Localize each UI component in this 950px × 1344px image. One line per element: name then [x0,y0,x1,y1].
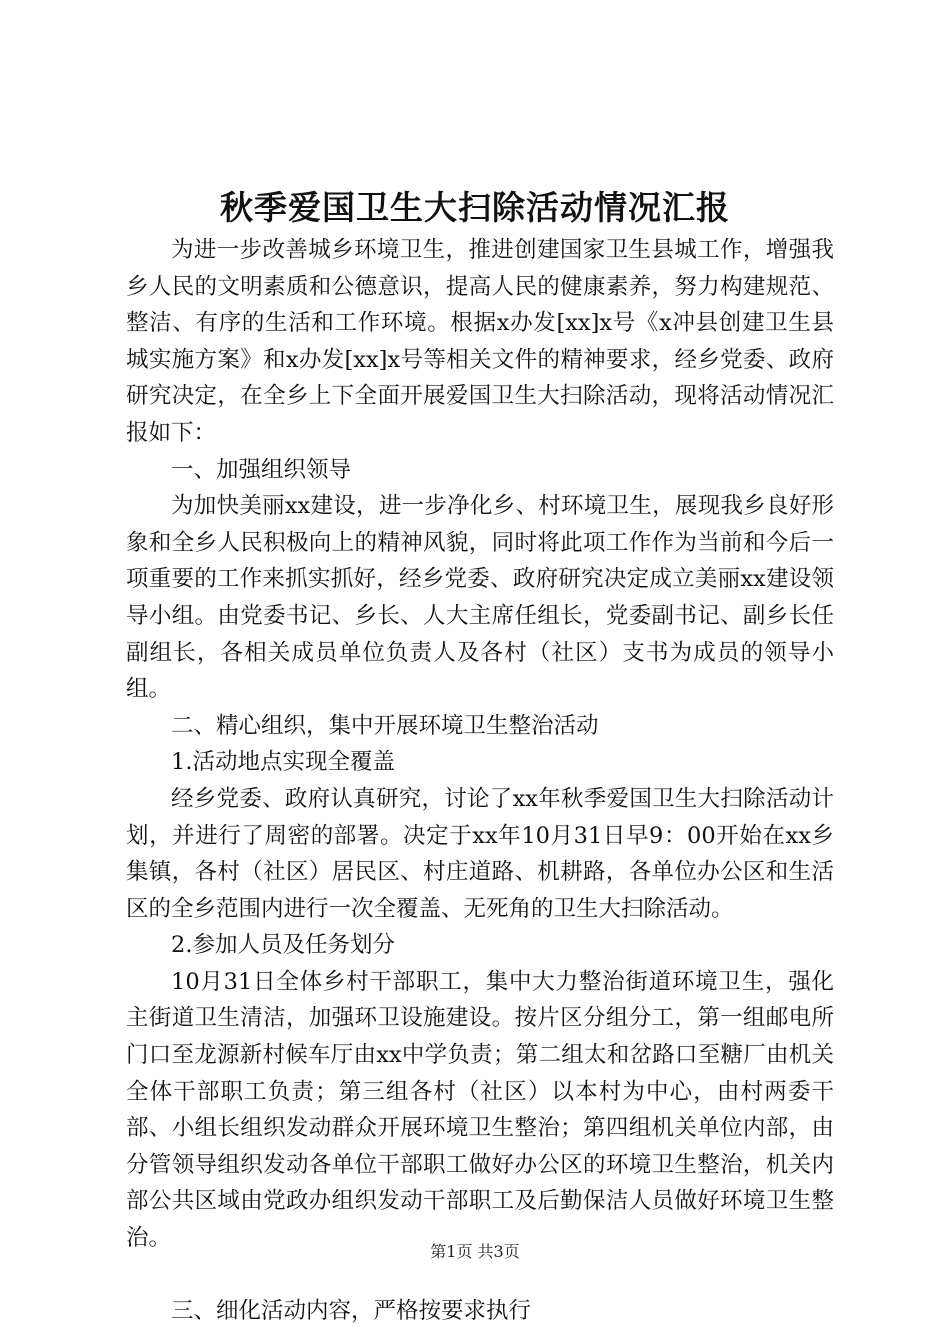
section-heading-3: 三、细化活动内容，严格按要求执行 [171,1297,532,1324]
document-title: 秋季爱国卫生大扫除活动情况汇报 [220,188,730,227]
subsection-2-2-paragraph: 10月31日全体乡村干部职工，集中大力整治街道环境卫生，强化主街道卫生清洁，加强环卫设施建设。按片区分组分工，第一组邮电所门口至龙源新村候车厅由xx中学负责；第二组太和岔路口至糖厂由机关全体干部职工负责；第三组各村（社区）以本村为中心，由村两委干部、小组长组织发动群众开展环境卫生整治；第四组机关单位内部，由分管领导组织发动各单位干部职工做好办公区的环境卫生整治，机关内部公共区域由党政办组织发动干部职工及后勤保洁人员做好环境卫生整治。 [126,968,834,1252]
section-heading-2: 二、精心组织，集中开展环境卫生整治活动 [171,712,599,739]
section-heading-1: 一、加强组织领导 [171,456,352,483]
document-body [126,232,834,1329]
subsection-2-1-paragraph: 经乡党委、政府认真研究，讨论了xx年秋季爱国卫生大扫除活动计划，并进行了周密的部署。决定于xx年10月31日早9：00开始在xx乡集镇，各村（社区）居民区、村庄道路、机耕路，各单位办公区和生活区的全乡范围内进行一次全覆盖、无死角的卫生大扫除活动。 [126,785,834,922]
intro-paragraph: 为进一步改善城乡环境卫生，推进创建国家卫生县城工作，增强我乡人民的文明素质和公德意识，提高人民的健康素养，努力构建规范、整洁、有序的生活和工作环境。根据x办发[xx]x号《x冲县创建卫生县城实施方案》和x办发[xx]x号等相关文件的精神要求，经乡党委、政府研究决定，在全乡上下全面开展爱国卫生大扫除活动，现将活动情况汇报如下： [126,237,834,446]
subsection-heading-2-2: 2.参加人员及任务划分 [171,932,395,959]
section-1-paragraph: 为加快美丽xx建设，进一步净化乡、村环境卫生，展现我乡良好形象和全乡人民积极向上的精神风貌，同时将此项工作作为当前和今后一项重要的工作来抓实抓好，经乡党委、政府研究决定成立美丽xx建设领导小组。由党委书记、乡长、人大主席任组长，党委副书记、副乡长任副组长，各相关成员单位负责人及各村（社区）支书为成员的领导小组。 [126,493,834,703]
subsection-heading-2-1: 1.活动地点实现全覆盖 [171,749,395,776]
page-footer: 第1页 共3页 [430,1242,520,1261]
